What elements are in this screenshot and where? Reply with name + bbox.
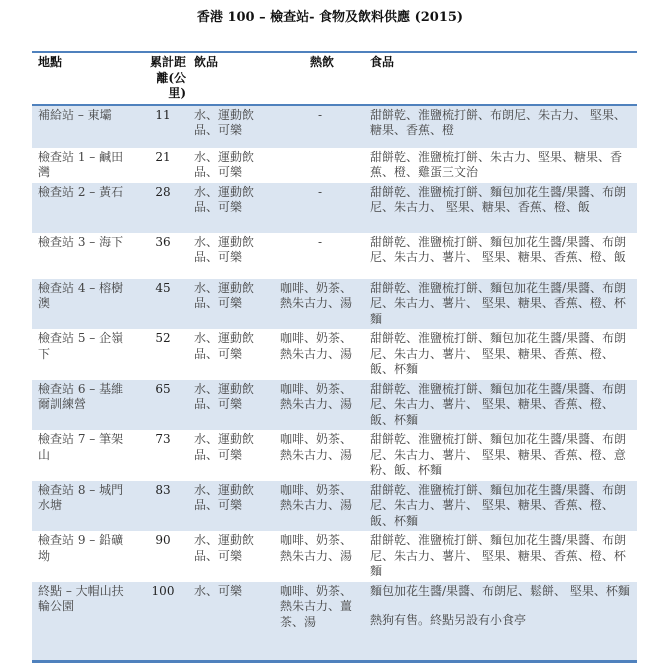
- distance-cell-text: 36: [155, 234, 171, 249]
- distance-cell: [136, 430, 188, 481]
- distance-cell: [136, 582, 188, 662]
- table-row: [32, 380, 637, 431]
- drinks-cell: [188, 329, 274, 380]
- hot-drinks-cell-text: -: [317, 234, 323, 249]
- food-cell-text: 麵包加花生醬/果醬、布朗尼、鬆餅、 堅果、杯麵: [370, 583, 630, 598]
- distance-cell: [136, 279, 188, 330]
- table-header-row: [32, 52, 637, 105]
- table-row: [32, 582, 637, 662]
- header-food: 食品: [370, 55, 395, 69]
- drinks-cell-text: 水、運動飲品、可樂: [194, 432, 255, 462]
- location-cell: [32, 233, 136, 279]
- location-cell-text: 終點 – 大帽山扶輪公園: [38, 583, 124, 613]
- drinks-cell: [188, 233, 274, 279]
- location-cell: [32, 481, 136, 532]
- distance-cell: [136, 380, 188, 431]
- food-note: 熱狗有售。終點另設有小食亭: [370, 613, 527, 627]
- hot-drinks-cell-text: 咖啡、奶茶、熱朱古力、湯: [280, 533, 353, 563]
- location-cell: [32, 279, 136, 330]
- hot-drinks-cell-text: 咖啡、奶茶、熱朱古力、湯: [280, 331, 353, 361]
- food-cell: [364, 105, 637, 148]
- hot-drinks-cell: [274, 481, 364, 532]
- location-cell-text: 檢查站 4 – 榕樹澳: [38, 280, 124, 310]
- distance-cell: [136, 233, 188, 279]
- food-cell-text: 甜餅乾、淮鹽梳打餅、麵包加花生醬/果醬、布朗尼、朱古力、薯片、 堅果、糖果、香蕉、橙、意粉、飯、杯麵: [370, 432, 627, 477]
- food-cell: [364, 183, 637, 233]
- distance-cell: [136, 183, 188, 233]
- food-cell-text: 甜餅乾、淮鹽梳打餅、麵包加花生醬/果醬、布朗尼、朱古力、薯片、 堅果、糖果、香蕉、橙、飯: [370, 234, 627, 264]
- drinks-cell-text: 水、運動飲品、可樂: [194, 331, 255, 361]
- drinks-cell: [188, 148, 274, 183]
- location-cell-text: 檢查站 1 – 鹹田灣: [38, 149, 124, 179]
- location-cell: [32, 380, 136, 431]
- header-distance: 累計距離(公里): [149, 55, 186, 100]
- hot-drinks-cell-text: 咖啡、奶茶、熱朱古力、湯: [280, 280, 353, 310]
- drinks-cell-text: 水、運動飲品、可樂: [194, 482, 255, 512]
- header-hot-drinks: 熱飲: [310, 55, 335, 69]
- food-cell-text: 甜餅乾、淮鹽梳打餅、麵包加花生醬/果醬、布朗尼、朱古力、 堅果、糖果、香蕉、橙、飯: [370, 184, 627, 214]
- table-row: [32, 148, 637, 183]
- location-cell-text: 檢查站 9 – 鉛礦坳: [38, 533, 124, 563]
- table-row: [32, 430, 637, 481]
- hot-drinks-cell-text: -: [317, 184, 323, 199]
- table-row: [32, 233, 637, 279]
- distance-cell: [136, 531, 188, 582]
- food-cell-text: 甜餅乾、淮鹽梳打餅、麵包加花生醬/果醬、布朗尼、朱古力、薯片、 堅果、糖果、香蕉、橙、飯、杯麵: [370, 482, 627, 528]
- distance-cell: [136, 481, 188, 532]
- food-cell-text: 甜餅乾、淮鹽梳打餅、朱古力、堅果、糖果、香蕉、橙、雞蛋三文治: [370, 149, 623, 179]
- location-cell: [32, 329, 136, 380]
- food-cell: [364, 279, 637, 330]
- distance-cell: [136, 148, 188, 183]
- distance-cell-text: 11: [155, 107, 171, 122]
- hot-drinks-cell-text: 咖啡、奶茶、熱朱古力、湯: [280, 482, 353, 512]
- food-cell: [364, 380, 637, 431]
- table-row: [32, 481, 637, 532]
- location-cell-text: 檢查站 8 – 城門水塘: [38, 482, 124, 512]
- hot-drinks-cell: [274, 531, 364, 582]
- distance-cell-text: 100: [151, 583, 175, 598]
- drinks-cell: [188, 430, 274, 481]
- table-row: [32, 329, 637, 380]
- hot-drinks-cell: [274, 582, 364, 662]
- header-location: 地點: [38, 55, 63, 69]
- distance-cell-text: 52: [155, 331, 171, 345]
- food-cell-text: 甜餅乾、淮鹽梳打餅、麵包加花生醬/果醬、布朗尼、朱古力、薯片、 堅果、糖果、香蕉、橙、杯麵: [370, 280, 627, 326]
- distance-cell: [136, 105, 188, 148]
- food-cell: [364, 148, 637, 183]
- distance-cell-text: 45: [155, 280, 171, 295]
- drinks-cell-text: 水、運動飲品、可樂: [194, 280, 255, 310]
- table-row: [32, 105, 637, 148]
- drinks-cell-text: 水、可樂: [194, 583, 243, 598]
- table-row: [32, 279, 637, 330]
- hot-drinks-cell-text: 咖啡、奶茶、熱朱古力、湯: [280, 432, 353, 462]
- drinks-cell-text: 水、運動飲品、可樂: [194, 533, 255, 563]
- location-cell-text: 補給站 – 東壩: [38, 107, 112, 122]
- distance-cell-text: 21: [155, 149, 171, 164]
- food-cell-text: 甜餅乾、淮鹽梳打餅、麵包加花生醬/果醬、布朗尼、朱古力、薯片、 堅果、糖果、香蕉、橙、杯麵: [370, 533, 627, 578]
- header-drinks: 飲品: [194, 55, 219, 69]
- food-cell: [364, 329, 637, 380]
- hot-drinks-cell: [274, 105, 364, 148]
- hot-drinks-cell: [274, 329, 364, 380]
- hot-drinks-cell-text: -: [317, 107, 323, 122]
- food-cell-text: 甜餅乾、淮鹽梳打餅、布朗尼、朱古力、 堅果、糖果、香蕉、橙: [370, 107, 626, 137]
- drinks-cell: [188, 531, 274, 582]
- drinks-cell: [188, 105, 274, 148]
- distance-cell-text: 90: [155, 533, 171, 547]
- food-cell-text: 甜餅乾、淮鹽梳打餅、麵包加花生醬/果醬、布朗尼、朱古力、薯片、 堅果、糖果、香蕉、橙、飯、杯麵: [370, 381, 627, 427]
- location-cell-text: 檢查站 6 – 基維爾訓練營: [38, 381, 124, 411]
- location-cell: [32, 105, 136, 148]
- document-title: 香港 100 – 檢查站- 食物及飲料供應 (2015): [196, 10, 464, 25]
- drinks-cell-text: 水、運動飲品、可樂: [194, 149, 255, 179]
- drinks-cell: [188, 279, 274, 330]
- location-cell: [32, 183, 136, 233]
- location-cell-text: 檢查站 5 – 企嶺下: [38, 331, 124, 361]
- distance-cell-text: 65: [155, 381, 171, 396]
- food-cell-text: 甜餅乾、淮鹽梳打餅、麵包加花生醬/果醬、布朗尼、朱古力、薯片、 堅果、糖果、香蕉、橙、飯、杯麵: [370, 331, 627, 376]
- hot-drinks-cell-text: 咖啡、奶茶、熱朱古力、薑茶、湯: [280, 583, 353, 629]
- food-cell: [364, 582, 637, 662]
- drinks-cell: [188, 380, 274, 431]
- distance-cell-text: 73: [155, 432, 171, 446]
- hot-drinks-cell: [274, 148, 364, 183]
- hot-drinks-cell: [274, 233, 364, 279]
- table-row: [32, 531, 637, 582]
- checkpoint-supply-table: [32, 51, 637, 663]
- location-cell-text: 檢查站 2 – 黃石: [38, 184, 124, 199]
- distance-cell-text: 83: [155, 482, 171, 497]
- hot-drinks-cell: [274, 430, 364, 481]
- hot-drinks-cell: [274, 183, 364, 233]
- drinks-cell-text: 水、運動飲品、可樂: [194, 381, 255, 411]
- drinks-cell: [188, 582, 274, 662]
- drinks-cell-text: 水、運動飲品、可樂: [194, 234, 255, 264]
- distance-cell: [136, 329, 188, 380]
- table-row: [32, 183, 637, 233]
- location-cell-text: 檢查站 3 – 海下: [38, 234, 124, 249]
- food-cell: [364, 481, 637, 532]
- drinks-cell-text: 水、運動飲品、可樂: [194, 107, 255, 137]
- distance-cell-text: 28: [155, 184, 171, 199]
- drinks-cell: [188, 481, 274, 532]
- hot-drinks-cell: [274, 380, 364, 431]
- location-cell: [32, 531, 136, 582]
- food-cell: [364, 531, 637, 582]
- hot-drinks-cell-text: 咖啡、奶茶、熱朱古力、湯: [280, 381, 353, 411]
- location-cell-text: 檢查站 7 – 筆架山: [38, 432, 124, 462]
- food-cell: [364, 430, 637, 481]
- location-cell: [32, 148, 136, 183]
- hot-drinks-cell: [274, 279, 364, 330]
- location-cell: [32, 582, 136, 662]
- drinks-cell: [188, 183, 274, 233]
- location-cell: [32, 430, 136, 481]
- drinks-cell-text: 水、運動飲品、可樂: [194, 184, 255, 214]
- food-cell: [364, 233, 637, 279]
